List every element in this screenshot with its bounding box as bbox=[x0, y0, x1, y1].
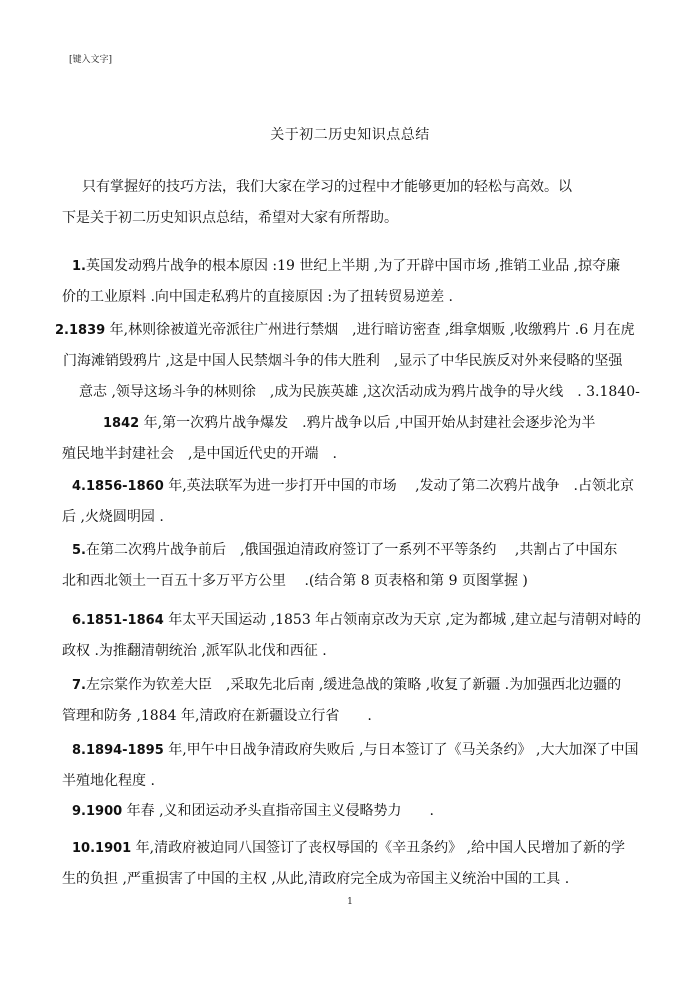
item-line bbox=[62, 864, 642, 895]
item-text: 半殖地化程度 . bbox=[62, 773, 155, 789]
item-line bbox=[62, 766, 642, 797]
item-text: 门海滩销毁鸦片 ,这是中国人民禁烟斗争的伟大胜利 ,显示了中华民族反对外来侵略的坚强 bbox=[63, 353, 623, 369]
list-item-2 bbox=[55, 315, 645, 470]
item-text: 后 ,火烧圆明园 . bbox=[62, 509, 164, 525]
list-item-5 bbox=[62, 535, 642, 597]
item-text: 意志 ,领导这场斗争的林则徐 ,成为民族英雄 ,这次活动成为鸦片战争的导火线 . 3.1840- bbox=[79, 384, 640, 400]
item-text: 年,英法联军为进一步打开中国的市场 ,发动了第二次鸦片战争 .占领北京 bbox=[163, 478, 634, 494]
item-number: 1. bbox=[72, 259, 86, 274]
item-number: 5. bbox=[72, 543, 86, 558]
item-text: 在第二次鸦片战争前后 ,俄国强迫清政府签订了一系列不平等条约 ,共割占了中国东 bbox=[85, 542, 618, 558]
list-item-7 bbox=[62, 670, 642, 732]
item-text: 政权 .为推翻清朝统治 ,派军队北伐和西征 . bbox=[62, 643, 327, 659]
item-number: 6.1851-1864 bbox=[72, 613, 164, 628]
item-line bbox=[62, 605, 642, 636]
list-item-4 bbox=[62, 471, 642, 533]
document-title: 关于初二历史知识点总结 bbox=[270, 127, 430, 143]
item-number: 9.1900 bbox=[72, 804, 123, 819]
item-line bbox=[55, 346, 645, 377]
item-line bbox=[62, 282, 642, 313]
item-line bbox=[62, 535, 642, 566]
item-line bbox=[62, 502, 642, 533]
item-line bbox=[62, 701, 642, 732]
intro-line: 只有掌握好的技巧方法，我们大家在学习的过程中才能够更加的轻松与高效。以 bbox=[82, 179, 572, 195]
item-text: 生的负担 ,严重损害了中国的主权 ,从此,清政府完全成为帝国主义统治中国的工具 . bbox=[62, 871, 570, 887]
item-number: 1842 bbox=[103, 416, 140, 431]
item-number: 7. bbox=[72, 678, 86, 693]
item-text: 管理和防务 ,1884 年,清政府在新疆设立行省 . bbox=[62, 708, 372, 724]
list-item-1 bbox=[62, 251, 642, 313]
item-line bbox=[55, 377, 645, 408]
item-line bbox=[62, 833, 642, 864]
page-number: 1 bbox=[347, 897, 353, 907]
item-text: 北和西北领土一百五十多万平方公里 .(结合第 8 页表格和第 9 页图掌握 ) bbox=[62, 573, 528, 589]
item-line bbox=[62, 735, 642, 766]
item-line bbox=[55, 408, 645, 439]
item-line bbox=[62, 670, 642, 701]
item-text: 年,清政府被迫同八国签订了丧权辱国的《辛丑条约》 ,给中国人民增加了新的学 bbox=[131, 840, 626, 856]
item-line bbox=[55, 315, 645, 346]
item-line bbox=[62, 251, 642, 282]
item-number: 10.1901 bbox=[72, 841, 132, 856]
list-item-10 bbox=[62, 833, 642, 895]
item-line bbox=[55, 439, 645, 470]
item-line bbox=[62, 471, 642, 502]
item-line bbox=[62, 566, 642, 597]
list-item-8 bbox=[62, 735, 642, 797]
item-number: 4.1856-1860 bbox=[72, 479, 164, 494]
item-text: 年春 ,义和团运动矛头直指帝国主义侵略势力 . bbox=[122, 803, 434, 819]
item-number: 8.1894-1895 bbox=[72, 743, 164, 758]
item-text: 左宗棠作为钦差大臣 ,采取先北后南 ,缓进急战的策略 ,收复了新疆 .为加强西北边疆的 bbox=[85, 677, 622, 693]
item-number: 2.1839 bbox=[55, 323, 106, 338]
header-placeholder: [键入文字] bbox=[69, 55, 113, 65]
item-text: 殖民地半封建社会 ,是中国近代史的开端 . bbox=[62, 446, 337, 462]
item-text: 价的工业原料 .向中国走私鸦片的直接原因 :为了扭转贸易逆差 . bbox=[62, 289, 453, 305]
item-text: 年太平天国运动 ,1853 年占领南京改为天京 ,定为都城 ,建立起与清朝对峙的 bbox=[163, 612, 641, 628]
item-text: 年,甲午中日战争清政府失败后 ,与日本签订了《马关条约》 ,大大加深了中国 bbox=[163, 742, 639, 758]
item-line bbox=[62, 636, 642, 667]
intro-paragraph bbox=[62, 172, 642, 234]
item-text: 英国发动鸦片战争的根本原因 :19 世纪上半期 ,为了开辟中国市场 ,推销工业品 ,掠夺廉 bbox=[85, 258, 621, 274]
intro-line: 下是关于初二历史知识点总结，希望对大家有所帮助。 bbox=[62, 210, 398, 226]
item-text: 年,林则徐被道光帝派往广州进行禁烟 ,进行暗访密查 ,缉拿烟贩 ,收缴鸦片 .6 月在虎 bbox=[105, 322, 635, 338]
list-item-9 bbox=[62, 796, 642, 827]
list-item-6 bbox=[62, 605, 642, 667]
item-text: 年,第一次鸦片战争爆发 .鸦片战争以后 ,中国开始从封建社会逐步沦为半 bbox=[139, 415, 596, 431]
item-line bbox=[62, 796, 642, 827]
